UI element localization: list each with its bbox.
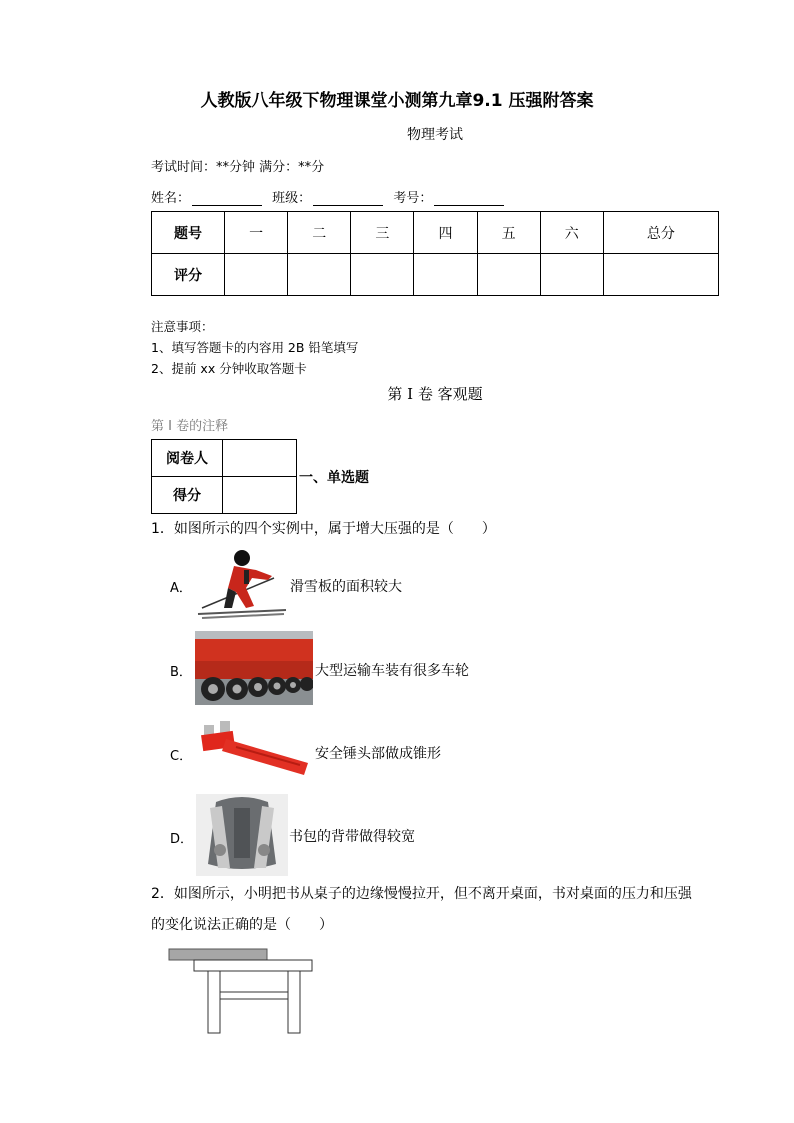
notes [151,316,358,379]
number-blank[interactable] [434,191,504,206]
class-label: 班级： [272,191,312,206]
score-cell[interactable] [225,254,288,296]
option-c-letter: C． [170,749,193,764]
score-cell[interactable] [603,254,718,296]
backpack-icon [196,794,288,876]
section-note: 第 I 卷的注释 [151,419,229,434]
number-label: 考号： [393,191,433,206]
question-1-stem: 1．如图所示的四个实例中，属于增大压强的是（ ） [151,521,496,537]
name-blank[interactable] [192,191,262,206]
score-cell[interactable] [477,254,540,296]
option-d-text: 书包的背带做得较宽 [289,829,415,845]
score-cell[interactable] [288,254,351,296]
book-on-table-icon [166,946,316,1036]
reviewer-score-cell[interactable] [223,477,297,514]
option-d-letter: D． [170,832,194,847]
reviewer-cell[interactable] [223,440,297,477]
safety-hammer-icon [196,717,314,783]
score-col-4: 四 [414,212,477,254]
name-label: 姓名： [151,191,191,206]
score-col-6: 六 [540,212,603,254]
score-row2-label: 评分 [152,254,225,296]
score-col-1: 一 [225,212,288,254]
option-b-text: 大型运输车装有很多车轮 [315,663,469,679]
option-c-text: 安全锤头部做成锥形 [315,746,441,762]
option-b-letter: B． [170,665,192,680]
note-item: 1、填写答题卡的内容用 2B 铅笔填写 [151,340,359,355]
score-row-label: 题号 [152,212,225,254]
reviewer-table [151,439,297,514]
page-title: 人教版八年级下物理课堂小测第九章9.1 压强附答案 [200,91,594,111]
score-col-5: 五 [477,212,540,254]
option-a-letter: A． [170,581,192,596]
exam-info: 考试时间：**分钟 满分：**分 [151,160,325,175]
part-heading: 一、单选题 [299,470,369,486]
score-table-header-row [152,212,719,254]
reviewer-label: 阅卷人 [152,440,223,477]
class-blank[interactable] [313,191,383,206]
skier-icon [196,548,288,620]
score-cell[interactable] [540,254,603,296]
question-2-stem-line1: 2．如图所示，小明把书从桌子的边缘慢慢拉开，但不离开桌面，书对桌面的压力和压强 [151,886,692,902]
note-item: 2、提前 xx 分钟收取答题卡 [151,361,307,376]
score-col-total: 总分 [603,212,718,254]
student-info [151,187,510,206]
score-table [151,211,719,296]
option-a-text: 滑雪板的面积较大 [290,579,402,595]
transport-truck-icon [195,631,313,705]
section-title: 第 I 卷 客观题 [387,385,483,403]
score-cell[interactable] [351,254,414,296]
question-2-stem-line2: 的变化说法正确的是（ ） [151,917,333,933]
score-table-score-row [152,254,719,296]
score-col-2: 二 [288,212,351,254]
notes-heading: 注意事项： [151,319,214,334]
score-cell[interactable] [414,254,477,296]
reviewer-score-label: 得分 [152,477,223,514]
page-subtitle: 物理考试 [407,127,463,143]
score-col-3: 三 [351,212,414,254]
